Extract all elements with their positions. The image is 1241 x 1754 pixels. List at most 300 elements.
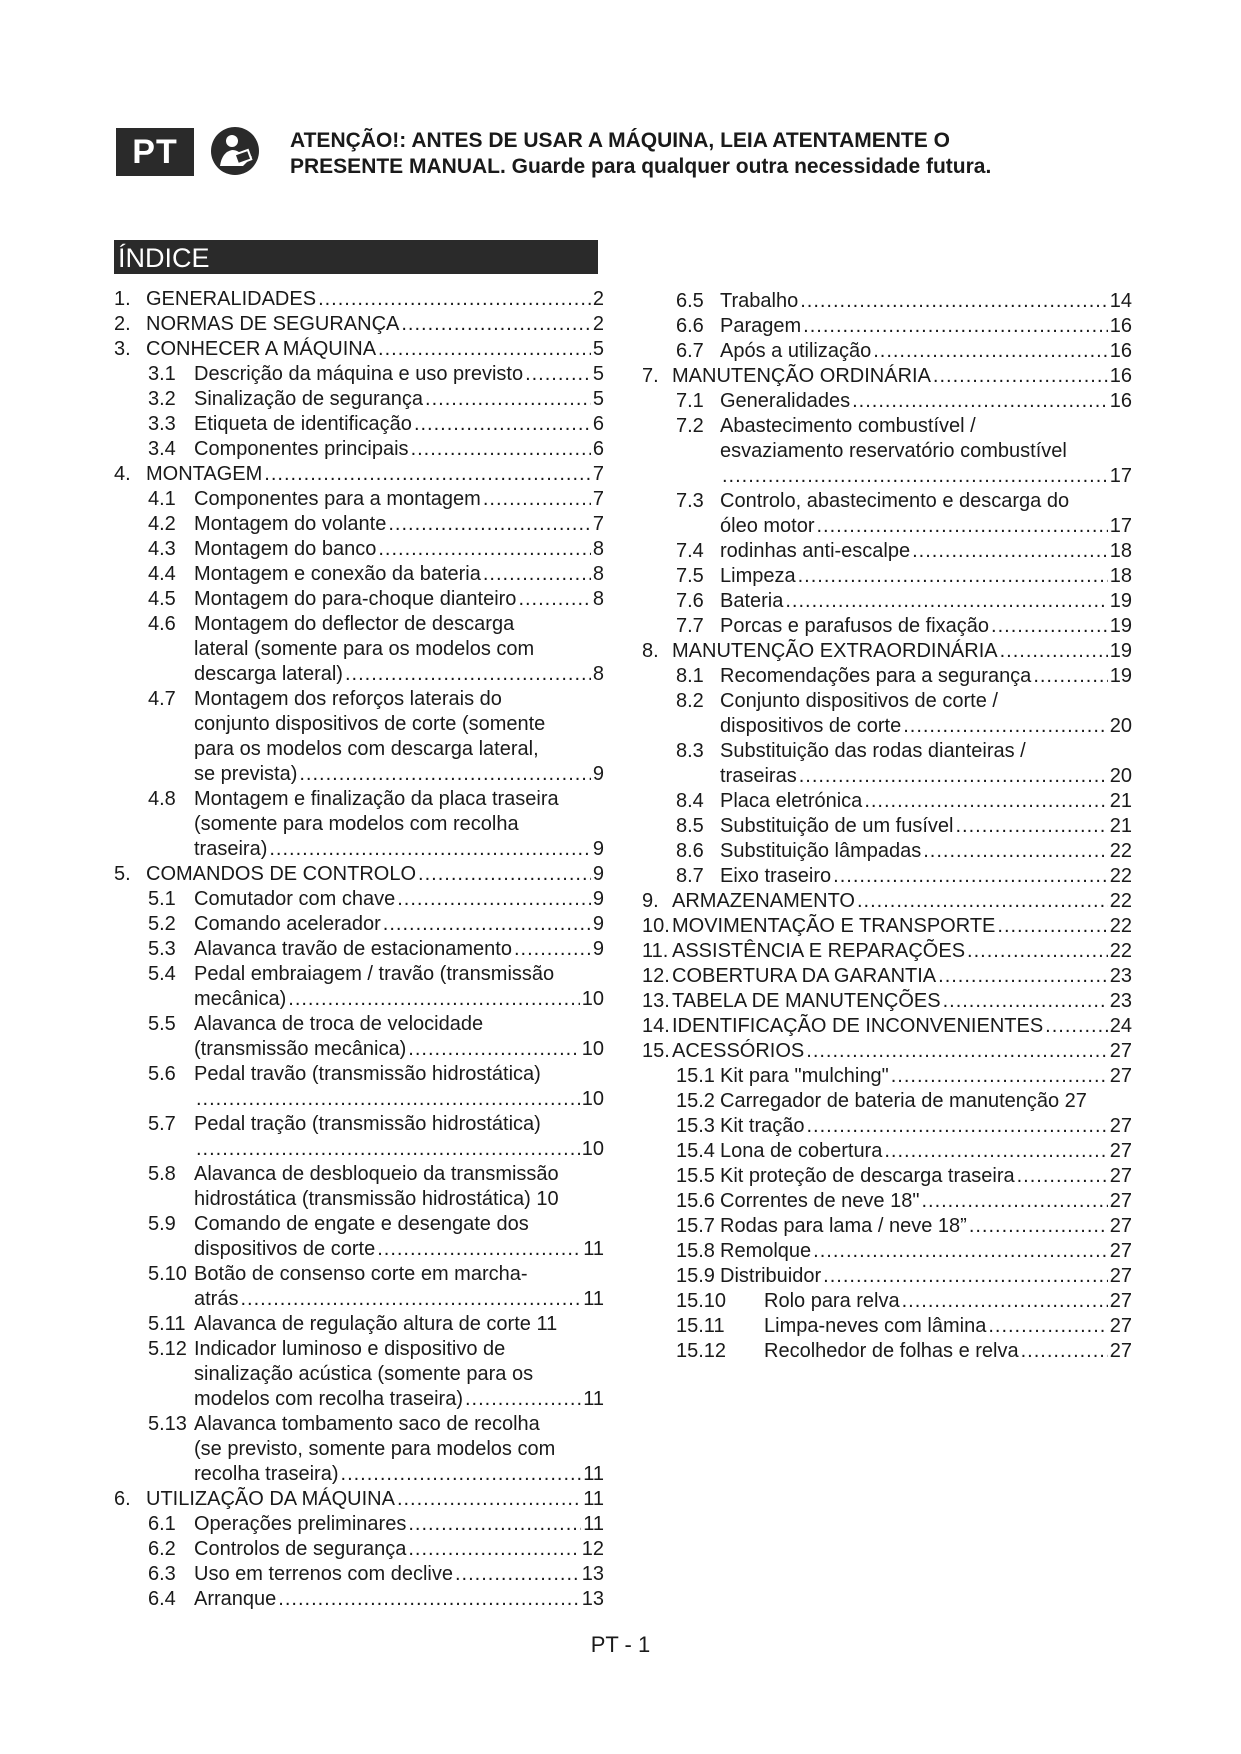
toc-entry-title: Alavanca de troca de velocidade xyxy=(194,1013,484,1035)
dot-leader xyxy=(1045,1014,1108,1039)
toc-entry-title: Comando acelerador xyxy=(194,913,381,935)
read-manual-icon xyxy=(210,126,260,176)
toc-entry-number: 15.2 xyxy=(676,1090,715,1112)
toc-entry-title: Rodas para lama / neve 18” xyxy=(720,1215,967,1237)
dot-leader xyxy=(799,764,1108,789)
toc-entry xyxy=(642,1239,1132,1264)
toc-entry xyxy=(114,1262,604,1312)
toc-entry-number: 12. xyxy=(642,965,670,987)
toc-entry-page: 11 xyxy=(583,1288,604,1310)
toc-entry-title: NORMAS DE SEGURANÇA xyxy=(146,313,400,335)
toc-entry-title: óleo motor xyxy=(720,515,815,537)
toc-entry-title: Carregador de bateria de manutenção 27 xyxy=(720,1090,1087,1112)
toc-entry-number: 15.4 xyxy=(676,1140,715,1162)
toc-entry-page: 9 xyxy=(592,863,604,885)
page-number: PT - 1 xyxy=(590,1632,651,1657)
toc-entry-number: 8.2 xyxy=(676,690,704,712)
warning-line-1: ATENÇÃO!: ANTES DE USAR A MÁQUINA, LEIA ATENTAMENTE O xyxy=(290,129,950,152)
toc-entry-page: 24 xyxy=(1109,1015,1132,1037)
toc-entry-title: MONTAGEM xyxy=(146,463,263,485)
toc-entry-number: 4.7 xyxy=(148,688,176,710)
dot-leader xyxy=(1033,664,1107,689)
toc-entry-title: Montagem do deflector de descarga xyxy=(194,613,515,635)
dot-leader xyxy=(525,362,591,387)
toc-entry xyxy=(642,1164,1132,1189)
toc-entry-title: Arranque xyxy=(194,1588,277,1610)
toc-entry-page: 9 xyxy=(592,763,604,785)
dot-leader xyxy=(902,1289,1108,1314)
toc-entry xyxy=(642,314,1132,339)
toc-entry-page: 27 xyxy=(1109,1065,1132,1087)
dot-leader xyxy=(722,464,1108,489)
dot-leader xyxy=(997,914,1107,939)
toc-entry-title: Pedal embraiagem / travão (transmissão xyxy=(194,963,555,985)
toc-entry-number: 6.5 xyxy=(676,290,704,312)
toc-entry-number: 8.4 xyxy=(676,790,704,812)
toc-entry-page: 27 xyxy=(1109,1240,1132,1262)
toc-entry-number: 3.2 xyxy=(148,388,176,410)
toc-entry-title: CONHECER A MÁQUINA xyxy=(146,338,377,360)
toc-entry xyxy=(642,889,1132,914)
toc-entry xyxy=(114,1112,604,1162)
dot-leader xyxy=(299,762,591,787)
toc-entry-number: 7.1 xyxy=(676,390,704,412)
toc-entry-title: ACESSÓRIOS xyxy=(672,1040,805,1062)
toc-entry xyxy=(114,862,604,887)
toc-entry-number: 5.13 xyxy=(148,1413,187,1435)
toc-entry-title: UTILIZAÇÃO DA MÁQUINA xyxy=(146,1488,395,1510)
dot-leader xyxy=(401,312,591,337)
dot-leader xyxy=(269,837,591,862)
dot-leader xyxy=(377,1237,581,1262)
toc-entry-title: modelos com recolha traseira) xyxy=(194,1388,463,1410)
toc-entry-title: mecânica) xyxy=(194,988,287,1010)
toc-entry-page: 7 xyxy=(592,488,604,510)
toc-entry xyxy=(642,339,1132,364)
toc-entry-number: 15.5 xyxy=(676,1165,715,1187)
toc-entry-number: 8. xyxy=(642,640,659,662)
toc-entry-page: 27 xyxy=(1109,1215,1132,1237)
toc-entry-page: 5 xyxy=(592,388,604,410)
toc-entry-page: 16 xyxy=(1109,390,1132,412)
toc-entry-page: 8 xyxy=(592,588,604,610)
toc-entry-title: traseiras xyxy=(720,765,797,787)
toc-entry xyxy=(114,587,604,612)
toc-entry-title: Substituição de um fusível xyxy=(720,815,954,837)
toc-entry-page: 22 xyxy=(1109,865,1132,887)
toc-entry-page: 7 xyxy=(592,463,604,485)
dot-leader xyxy=(1021,1339,1108,1364)
toc-entry-page: 16 xyxy=(1109,340,1132,362)
dot-leader xyxy=(813,1239,1108,1264)
toc-entry-page: 18 xyxy=(1109,540,1132,562)
toc-entry-page: 5 xyxy=(592,363,604,385)
toc-entry-title: Pedal tração (transmissão hidrostática) xyxy=(194,1113,541,1135)
toc-entry-title: Placa eletrónica xyxy=(720,790,863,812)
toc-entry-number: 9. xyxy=(642,890,659,912)
toc-entry-number: 15.6 xyxy=(676,1190,715,1212)
dot-leader xyxy=(833,864,1108,889)
toc-entry-number: 2. xyxy=(114,313,131,335)
toc-entry xyxy=(114,962,604,1012)
toc-entry-number: 15.9 xyxy=(676,1265,715,1287)
toc-entry-number: 8.1 xyxy=(676,665,704,687)
toc-entry-number: 7.3 xyxy=(676,490,704,512)
dot-leader xyxy=(864,789,1107,814)
dot-leader xyxy=(288,987,579,1012)
toc-entry-page: 21 xyxy=(1109,815,1132,837)
toc-entry-number: 15.7 xyxy=(676,1215,715,1237)
toc-entry-number: 13. xyxy=(642,990,670,1012)
toc-entry xyxy=(114,887,604,912)
toc-entry xyxy=(642,964,1132,989)
dot-leader xyxy=(318,287,591,312)
toc-entry-number: 8.5 xyxy=(676,815,704,837)
toc-entry-page: 27 xyxy=(1109,1265,1132,1287)
toc-entry xyxy=(642,789,1132,814)
toc-entry-page: 21 xyxy=(1109,790,1132,812)
toc-entry-page: 10 xyxy=(581,1088,604,1110)
toc-entry-number: 8.3 xyxy=(676,740,704,762)
toc-entry-title: Montagem do banco xyxy=(194,538,377,560)
warning-notice xyxy=(290,128,1150,180)
toc-entry-number: 7.6 xyxy=(676,590,704,612)
toc-entry-title: Recomendações para a segurança xyxy=(720,665,1032,687)
toc-entry-page: 22 xyxy=(1109,940,1132,962)
dot-leader xyxy=(408,1037,579,1062)
toc-entry-page: 27 xyxy=(1109,1115,1132,1137)
toc-entry-page: 17 xyxy=(1109,515,1132,537)
toc-entry-page: 11 xyxy=(583,1388,604,1410)
dot-leader xyxy=(943,989,1108,1014)
toc-entry xyxy=(642,289,1132,314)
toc-entry-title: Alavanca de desbloqueio da transmissão xyxy=(194,1163,559,1185)
toc-entry-number: 3. xyxy=(114,338,131,360)
toc-entry xyxy=(114,1312,604,1337)
toc-entry-number: 15. xyxy=(642,1040,670,1062)
toc-entry xyxy=(114,1212,604,1262)
toc-entry xyxy=(114,1537,604,1562)
toc-entry-page: 17 xyxy=(1109,465,1132,487)
toc-entry-number: 4.2 xyxy=(148,513,176,535)
toc-entry xyxy=(114,1412,604,1487)
toc-entry xyxy=(114,337,604,362)
toc-entry-title: MANUTENÇÃO ORDINÁRIA xyxy=(672,365,931,387)
toc-entry-number: 4.3 xyxy=(148,538,176,560)
toc-entry-page: 13 xyxy=(581,1588,604,1610)
toc-entry-number: 4.5 xyxy=(148,588,176,610)
toc-entry xyxy=(114,1337,604,1412)
dot-leader xyxy=(852,389,1108,414)
toc-entry-number: 6.1 xyxy=(148,1513,176,1535)
toc-entry xyxy=(642,614,1132,639)
toc-entry xyxy=(642,564,1132,589)
dot-leader xyxy=(873,339,1108,364)
toc-entry-page: 19 xyxy=(1109,615,1132,637)
toc-entry-number: 15.3 xyxy=(676,1115,715,1137)
toc-entry-number: 15.1 xyxy=(676,1065,715,1087)
toc-entry-title: rodinhas anti-escalpe xyxy=(720,540,911,562)
toc-entry-number: 7.4 xyxy=(676,540,704,562)
toc-entry-title: Indicador luminoso e dispositivo de xyxy=(194,1338,506,1360)
toc-entry-title: lateral (somente para os modelos com xyxy=(194,638,535,660)
dot-leader xyxy=(785,589,1107,614)
toc-entry-number: 5.6 xyxy=(148,1063,176,1085)
toc-entry-title: Botão de consenso corte em marcha- xyxy=(194,1263,528,1285)
toc-entry-page: 19 xyxy=(1109,640,1132,662)
toc-entry-number: 8.7 xyxy=(676,865,704,887)
toc-entry xyxy=(642,589,1132,614)
toc-entry-page: 27 xyxy=(1109,1340,1132,1362)
toc-entry xyxy=(114,787,604,862)
toc-entry-title: Uso em terrenos com declive xyxy=(194,1563,453,1585)
toc-entry xyxy=(114,1587,604,1612)
dot-leader xyxy=(823,1264,1108,1289)
toc-entry-page: 23 xyxy=(1109,965,1132,987)
dot-leader xyxy=(955,814,1107,839)
toc-entry-page: 22 xyxy=(1109,890,1132,912)
toc-entry-title: MANUTENÇÃO EXTRAORDINÁRIA xyxy=(672,640,998,662)
toc-entry-title: Controlo, abastecimento e descarga do xyxy=(720,490,1070,512)
toc-entry-number: 7. xyxy=(642,365,659,387)
toc-entry xyxy=(114,937,604,962)
index-left-column xyxy=(114,287,604,1612)
dot-leader xyxy=(967,939,1108,964)
toc-entry-title: Montagem dos reforços laterais do xyxy=(194,688,502,710)
toc-entry xyxy=(114,412,604,437)
toc-entry-title: Montagem e conexão da bateria xyxy=(194,563,481,585)
toc-entry-title: Alavanca tombamento saco de recolha xyxy=(194,1413,540,1435)
toc-entry-page: 27 xyxy=(1109,1290,1132,1312)
toc-entry xyxy=(642,364,1132,389)
toc-entry xyxy=(642,839,1132,864)
toc-entry-title: ARMAZENAMENTO xyxy=(672,890,855,912)
warning-line-2: PRESENTE MANUAL. Guarde para qualquer outra necessidade futura. xyxy=(290,155,992,178)
dot-leader xyxy=(240,1287,581,1312)
toc-entry xyxy=(642,1139,1132,1164)
toc-entry-number: 1. xyxy=(114,288,131,310)
toc-entry-title: (se previsto, somente para modelos com xyxy=(194,1438,556,1460)
toc-entry-title: (transmissão mecânica) xyxy=(194,1038,407,1060)
toc-entry-title: Eixo traseiro xyxy=(720,865,832,887)
toc-entry-title: Alavanca travão de estacionamento xyxy=(194,938,512,960)
toc-entry xyxy=(642,939,1132,964)
toc-entry-number: 5. xyxy=(114,863,131,885)
toc-entry-title: Sinalização de segurança xyxy=(194,388,424,410)
dot-leader xyxy=(278,1587,579,1612)
toc-entry-title: Substituição das rodas dianteiras / xyxy=(720,740,1026,762)
toc-entry-number: 5.8 xyxy=(148,1163,176,1185)
dot-leader xyxy=(408,1537,579,1562)
toc-entry xyxy=(642,664,1132,689)
toc-entry xyxy=(114,612,604,687)
dot-leader xyxy=(991,614,1108,639)
toc-entry-title: (somente para modelos com recolha xyxy=(194,813,519,835)
toc-entry-title: ASSISTÊNCIA E REPARAÇÕES xyxy=(672,940,966,962)
toc-entry xyxy=(642,414,1132,489)
toc-entry-title: Alavanca de regulação altura de corte 11 xyxy=(194,1313,558,1335)
toc-entry-number: 15.8 xyxy=(676,1240,715,1262)
toc-entry-number: 4.4 xyxy=(148,563,176,585)
toc-entry-title: para os modelos com descarga lateral, xyxy=(194,738,539,760)
toc-entry-title: descarga lateral) xyxy=(194,663,343,685)
toc-entry-title: Montagem do para-choque dianteiro xyxy=(194,588,517,610)
toc-entry xyxy=(642,1114,1132,1139)
toc-entry-title: Controlos de segurança xyxy=(194,1538,407,1560)
toc-entry-number: 8.6 xyxy=(676,840,704,862)
toc-entry-title: recolha traseira) xyxy=(194,1463,339,1485)
toc-entry-number: 3.4 xyxy=(148,438,176,460)
toc-entry-title: Operações preliminares xyxy=(194,1513,407,1535)
dot-leader xyxy=(518,587,590,612)
toc-entry-page: 20 xyxy=(1109,765,1132,787)
toc-entry-title: Montagem e finalização da placa traseira xyxy=(194,788,559,810)
dot-leader xyxy=(418,862,591,887)
toc-entry-number: 5.10 xyxy=(148,1263,187,1285)
toc-entry-page: 6 xyxy=(592,413,604,435)
toc-entry-number: 15.12 xyxy=(676,1340,727,1362)
dot-leader xyxy=(933,364,1108,389)
toc-entry-number: 6.6 xyxy=(676,315,704,337)
toc-entry-number: 5.11 xyxy=(148,1313,186,1335)
dot-leader xyxy=(196,1087,580,1112)
toc-entry-title: Conjunto dispositivos de corte / xyxy=(720,690,998,712)
dot-leader xyxy=(397,1487,581,1512)
toc-entry-number: 10. xyxy=(642,915,670,937)
dot-leader xyxy=(264,462,591,487)
dot-leader xyxy=(1017,1164,1108,1189)
toc-entry-page: 9 xyxy=(592,888,604,910)
toc-entry-number: 4.6 xyxy=(148,613,176,635)
toc-entry xyxy=(642,1214,1132,1239)
toc-entry-page: 9 xyxy=(592,938,604,960)
dot-leader xyxy=(378,537,591,562)
toc-entry-page: 6 xyxy=(592,438,604,460)
toc-entry-page: 10 xyxy=(581,988,604,1010)
toc-entry-title: IDENTIFICAÇÃO DE INCONVENIENTES xyxy=(672,1015,1044,1037)
dot-leader xyxy=(388,512,591,537)
dot-leader xyxy=(483,562,591,587)
toc-entry-title: atrás xyxy=(194,1288,239,1310)
toc-entry-title: Comutador com chave xyxy=(194,888,396,910)
toc-entry xyxy=(642,1064,1132,1089)
index-title: ÍNDICE xyxy=(114,240,598,274)
toc-entry-number: 4.8 xyxy=(148,788,176,810)
toc-entry-title: Kit proteção de descarga traseira xyxy=(720,1165,1015,1187)
dot-leader xyxy=(969,1214,1108,1239)
dot-leader xyxy=(798,564,1108,589)
toc-entry xyxy=(642,864,1132,889)
toc-entry xyxy=(642,739,1132,789)
toc-entry-title: dispositivos de corte xyxy=(720,715,902,737)
toc-entry-number: 5.7 xyxy=(148,1113,176,1135)
toc-entry-number: 7.5 xyxy=(676,565,704,587)
toc-entry xyxy=(642,639,1132,664)
toc-entry-title: esvaziamento reservatório combustível xyxy=(720,440,1067,462)
toc-entry xyxy=(114,462,604,487)
toc-entry xyxy=(114,437,604,462)
toc-entry-title: Após a utilização xyxy=(720,340,872,362)
toc-entry-page: 10 xyxy=(581,1138,604,1160)
toc-entry-title: se prevista) xyxy=(194,763,298,785)
toc-entry xyxy=(642,389,1132,414)
toc-entry-number: 14. xyxy=(642,1015,670,1037)
toc-entry-page: 22 xyxy=(1109,840,1132,862)
toc-entry-page: 14 xyxy=(1109,290,1132,312)
dot-leader xyxy=(397,887,591,912)
toc-entry-title: dispositivos de corte xyxy=(194,1238,376,1260)
toc-entry-title: Substituição lâmpadas xyxy=(720,840,922,862)
toc-entry-title: Descrição da máquina e uso previsto xyxy=(194,363,524,385)
toc-entry-title: Recolhedor de folhas e relva xyxy=(764,1340,1019,1362)
dot-leader xyxy=(806,1114,1107,1139)
toc-entry-page: 20 xyxy=(1109,715,1132,737)
toc-entry-page: 8 xyxy=(592,563,604,585)
dot-leader xyxy=(803,314,1108,339)
dot-leader xyxy=(341,1462,582,1487)
toc-entry-number: 6.2 xyxy=(148,1538,176,1560)
toc-entry-page: 9 xyxy=(592,913,604,935)
toc-entry-title: Comando de engate e desengate dos xyxy=(194,1213,529,1235)
toc-entry xyxy=(114,912,604,937)
toc-entry-page: 9 xyxy=(592,838,604,860)
toc-entry-title: Remolque xyxy=(720,1240,812,1262)
toc-entry-title: Lona de cobertura xyxy=(720,1140,883,1162)
toc-entry-number: 15.10 xyxy=(676,1290,727,1312)
language-badge: PT xyxy=(116,128,194,176)
toc-entry-title: Etiqueta de identificação xyxy=(194,413,412,435)
dot-leader xyxy=(884,1139,1107,1164)
toc-entry-title: traseira) xyxy=(194,838,268,860)
toc-entry-number: 5.1 xyxy=(148,888,176,910)
toc-entry-page: 12 xyxy=(581,1538,604,1560)
dot-leader xyxy=(891,1064,1108,1089)
dot-leader xyxy=(483,487,591,512)
toc-entry xyxy=(114,287,604,312)
toc-entry xyxy=(114,537,604,562)
toc-entry-page: 18 xyxy=(1109,565,1132,587)
toc-entry-title: Correntes de neve 18" xyxy=(720,1190,920,1212)
toc-entry xyxy=(114,1162,604,1212)
toc-entry-page: 19 xyxy=(1109,665,1132,687)
toc-entry-title: Componentes principais xyxy=(194,438,409,460)
toc-entry-page: 10 xyxy=(581,1038,604,1060)
toc-entry xyxy=(642,1089,1132,1114)
dot-leader xyxy=(411,437,591,462)
toc-entry-title: Bateria xyxy=(720,590,784,612)
toc-entry xyxy=(114,1512,604,1537)
toc-entry-number: 4. xyxy=(114,463,131,485)
toc-entry-title: hidrostática (transmissão hidrostática) 10 xyxy=(194,1188,559,1210)
toc-entry-page: 8 xyxy=(592,538,604,560)
toc-entry-number: 4.1 xyxy=(148,488,176,510)
toc-entry xyxy=(114,1562,604,1587)
toc-entry-title: Generalidades xyxy=(720,390,851,412)
toc-entry-number: 11. xyxy=(642,940,669,962)
toc-entry-title: Kit para "mulching" xyxy=(720,1065,889,1087)
toc-entry-title: COBERTURA DA GARANTIA xyxy=(672,965,937,987)
toc-entry-number: 5.12 xyxy=(148,1338,187,1360)
toc-entry-title: Abastecimento combustível / xyxy=(720,415,976,437)
toc-entry xyxy=(642,814,1132,839)
dot-leader xyxy=(921,1189,1107,1214)
toc-entry-page: 19 xyxy=(1109,590,1132,612)
toc-entry-page: 27 xyxy=(1109,1140,1132,1162)
toc-entry-number: 15.11 xyxy=(676,1315,725,1337)
toc-entry xyxy=(642,989,1132,1014)
toc-entry xyxy=(642,1014,1132,1039)
toc-entry xyxy=(642,1314,1132,1339)
